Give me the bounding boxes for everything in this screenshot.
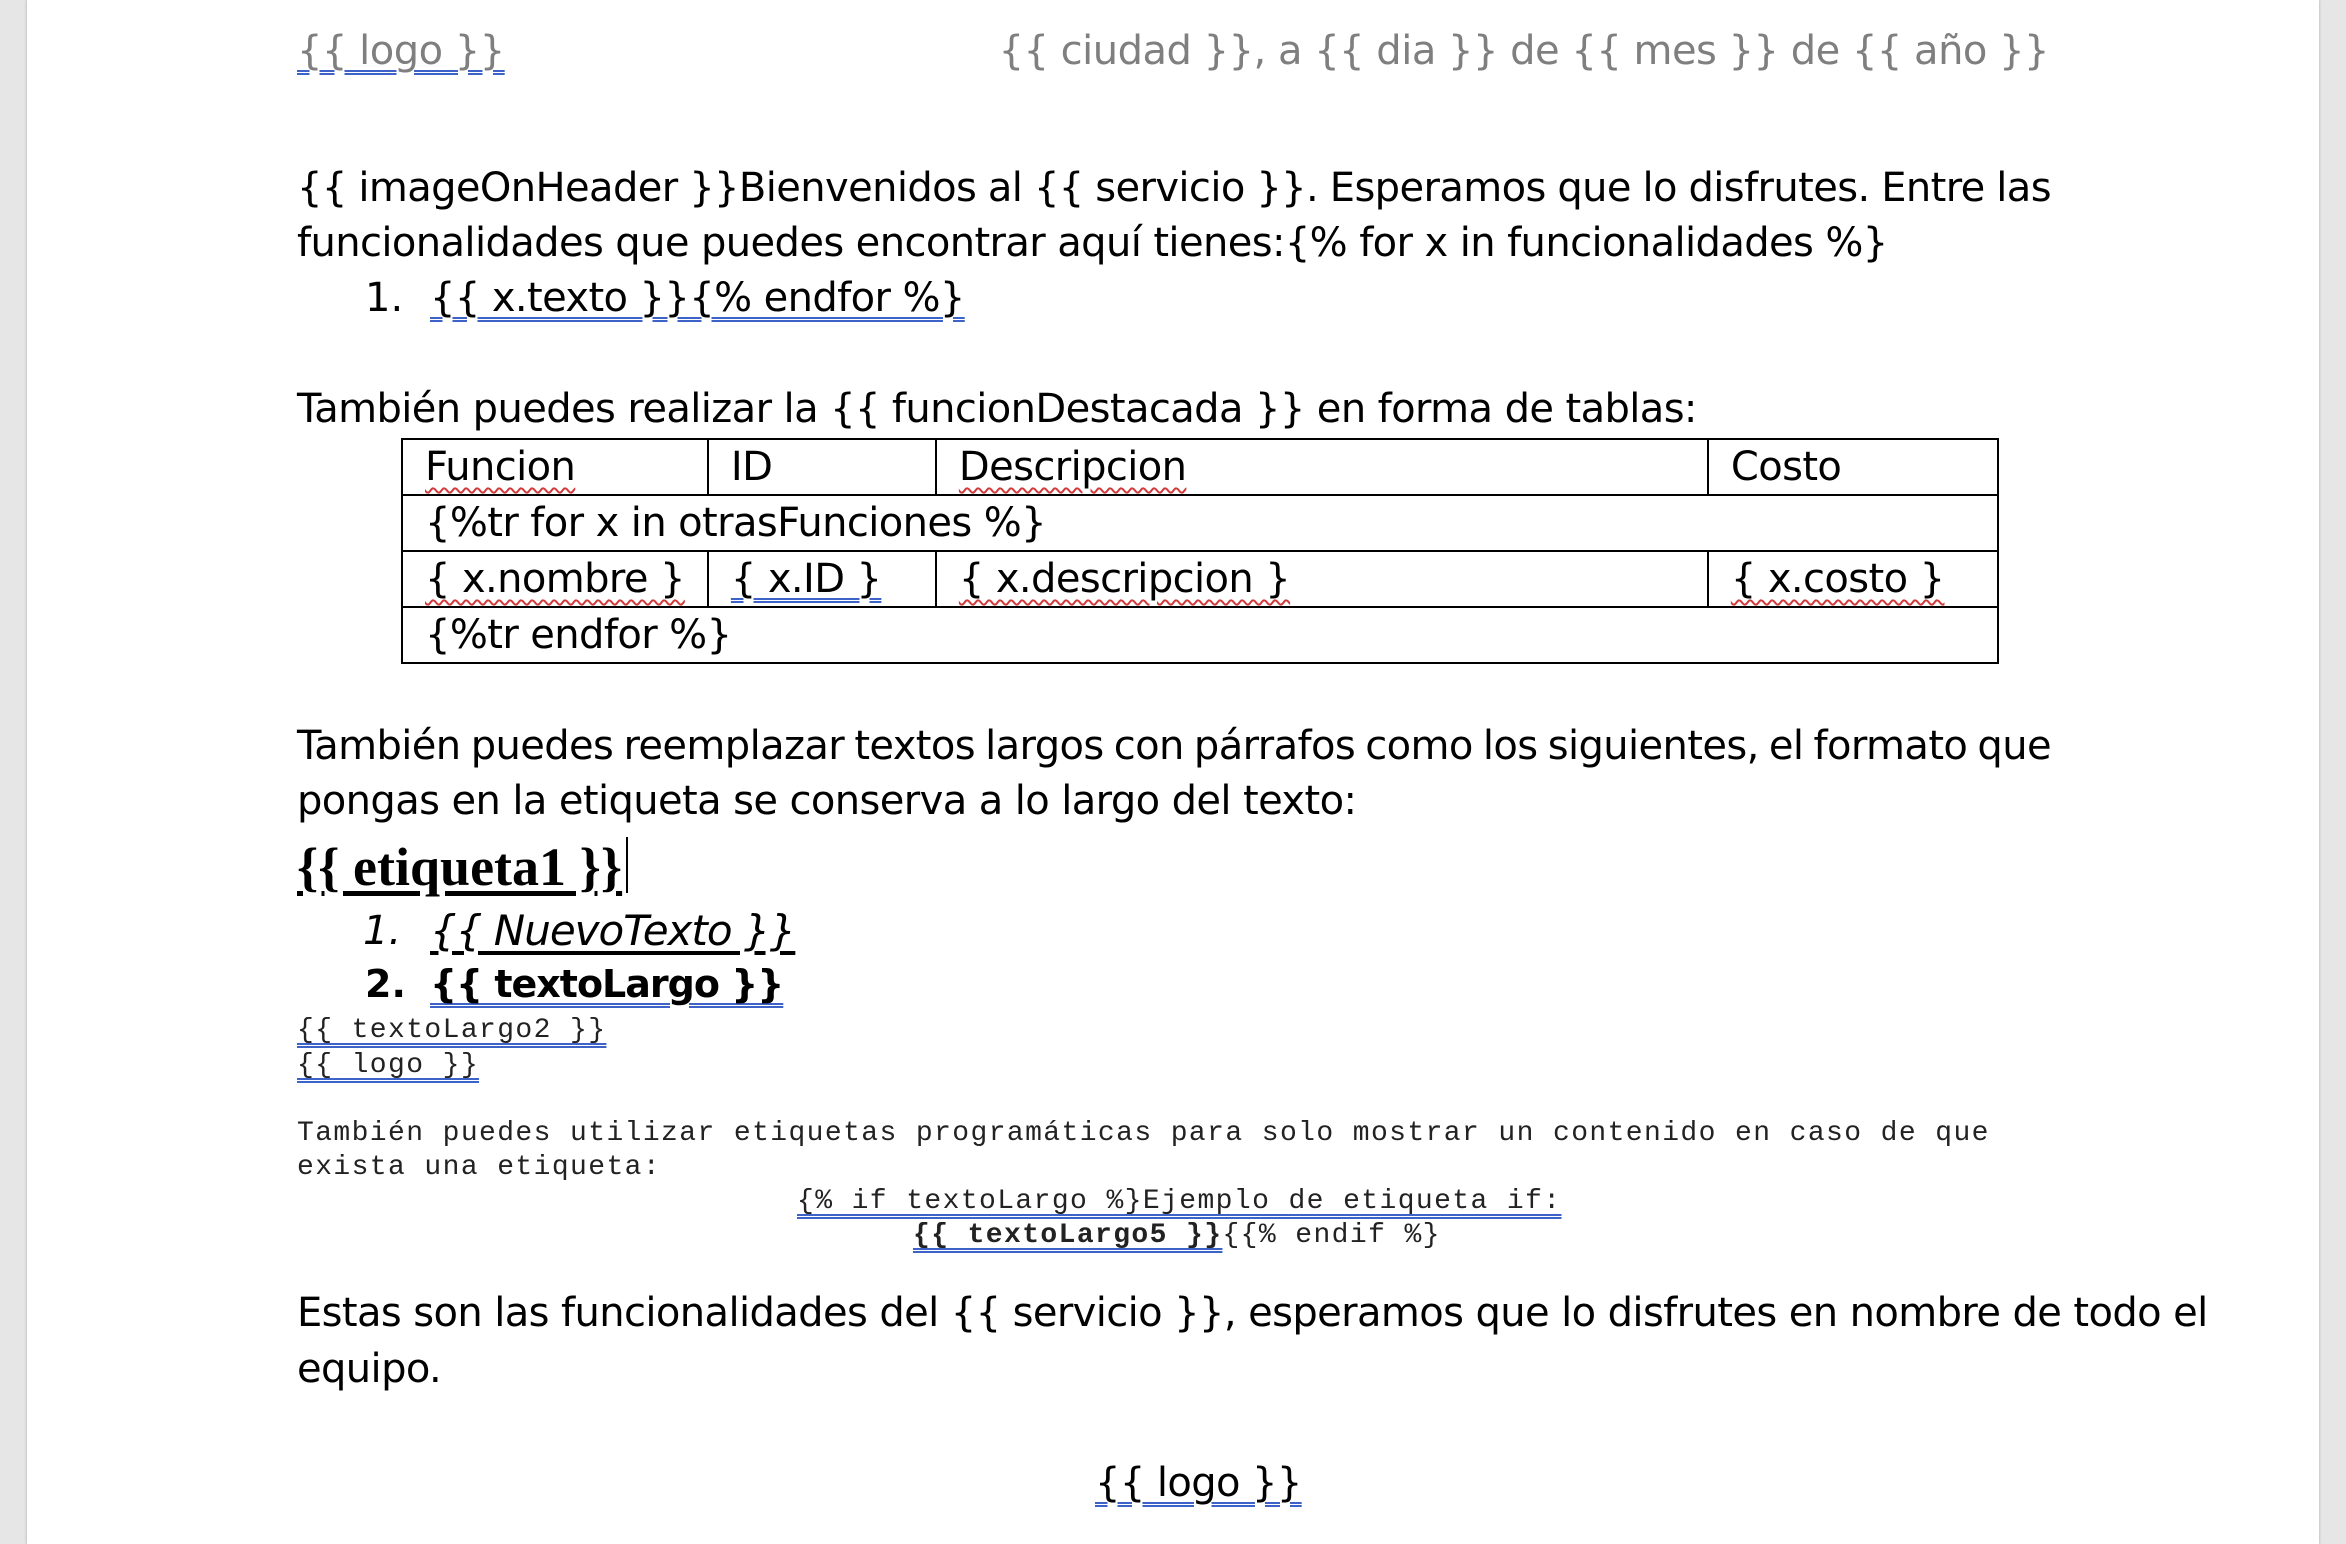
list-number-1: 1. <box>363 908 402 954</box>
cell-nombre: { x.nombre } <box>402 551 708 607</box>
intro-line-1 <box>297 165 2051 211</box>
long-text-word: También <box>297 723 461 769</box>
footer-logo-placeholder: {{ logo }} <box>1095 1460 1302 1506</box>
conditional-center-line-2: {{ textoLargo5 }}{{% endif %} <box>913 1220 1441 1251</box>
document-page <box>27 0 2319 1544</box>
intro-word: }}. <box>1256 165 1319 211</box>
list-item-texto-largo: {{ textoLargo }} <box>430 962 784 1006</box>
long-text-word: el <box>1768 723 1804 769</box>
long-text-word: los <box>1482 723 1538 769</box>
long-text-line-2: pongas en la etiqueta se conserva a lo largo del texto: <box>297 778 1357 824</box>
header-logo-placeholder: {{ logo }} <box>297 28 505 74</box>
table-row <box>402 607 1998 663</box>
intro-word: lo <box>1642 165 1677 211</box>
intro-word: servicio <box>1095 165 1245 211</box>
intro-word: }}Bienvenidos <box>689 165 977 211</box>
list-item-texto: {{ x.texto }}{% endfor %} <box>430 275 965 321</box>
list-number-1: 1. <box>365 275 404 321</box>
long-text-word: siguientes, <box>1547 723 1759 769</box>
header-descripcion: Descripcion <box>936 439 1708 495</box>
intro-word: {{ <box>1033 165 1084 211</box>
long-text-word: con <box>1113 723 1184 769</box>
intro-word: disfrutes. <box>1688 165 1870 211</box>
etiqueta-placeholder: {{ etiqueta1 }} <box>297 836 628 898</box>
conditional-line-2: exista una etiqueta: <box>297 1152 662 1183</box>
intro-word: que <box>1557 165 1631 211</box>
conditional-line-1: También puedes utilizar etiquetas programáticas para solo mostrar un contenido en caso de que <box>297 1118 1990 1149</box>
list-item-nuevo-texto: {{ NuevoTexto }} <box>430 906 796 955</box>
long-text-word: párrafos <box>1193 723 1356 769</box>
closing-line-2: equipo. <box>297 1346 442 1392</box>
mono-logo: {{ logo }} <box>297 1050 480 1081</box>
header-id: ID <box>708 439 936 495</box>
loop-start-cell: {%tr for x in otrasFunciones %} <box>402 495 1998 551</box>
intro-word: las <box>1996 165 2051 211</box>
intro-word: Esperamos <box>1329 165 1546 211</box>
intro-word: al <box>987 165 1023 211</box>
text-cursor <box>626 837 628 893</box>
long-text-word: que <box>1977 723 2051 769</box>
cell-descripcion: { x.descripcion } <box>936 551 1708 607</box>
mono-texto-largo2: {{ textoLargo2 }} <box>297 1015 607 1046</box>
intro-word: imageOnHeader <box>358 165 678 211</box>
table-intro: También puedes realizar la {{ funcionDestacada }} en forma de tablas: <box>297 386 1697 432</box>
list-number-2: 2. <box>365 962 406 1006</box>
cell-costo: { x.costo } <box>1708 551 1998 607</box>
long-text-word: reemplazar <box>623 723 845 769</box>
long-text-word: como <box>1365 723 1473 769</box>
long-text-word: textos <box>854 723 975 769</box>
header-date-placeholder: {{ ciudad }}, a {{ dia }} de {{ mes }} de {{ año }} <box>998 28 2049 74</box>
functions-table <box>401 438 1999 664</box>
header-funcion: Funcion <box>402 439 708 495</box>
header-costo: Costo <box>1708 439 1998 495</box>
long-text-word: formato <box>1813 723 1968 769</box>
loop-end-cell: {%tr endfor %} <box>402 607 1998 663</box>
long-text-word: puedes <box>470 723 614 769</box>
long-text-word: largos <box>985 723 1104 769</box>
intro-line-2: funcionalidades que puedes encontrar aquí tienes:{% for x in funcionalidades %} <box>297 220 1888 266</box>
table-row <box>402 495 1998 551</box>
long-text-line-1 <box>297 723 2051 769</box>
cell-id: { x.ID } <box>708 551 936 607</box>
conditional-center-line-1: {% if textoLargo %}Ejemplo de etiqueta if: <box>797 1186 1562 1217</box>
table-row <box>402 551 1998 607</box>
table-header-row <box>402 439 1998 495</box>
intro-word: Entre <box>1881 165 1985 211</box>
closing-line-1: Estas son las funcionalidades del {{ servicio }}, esperamos que lo disfrutes en nombre de todo el <box>297 1290 2208 1336</box>
intro-word: {{ <box>297 165 347 211</box>
